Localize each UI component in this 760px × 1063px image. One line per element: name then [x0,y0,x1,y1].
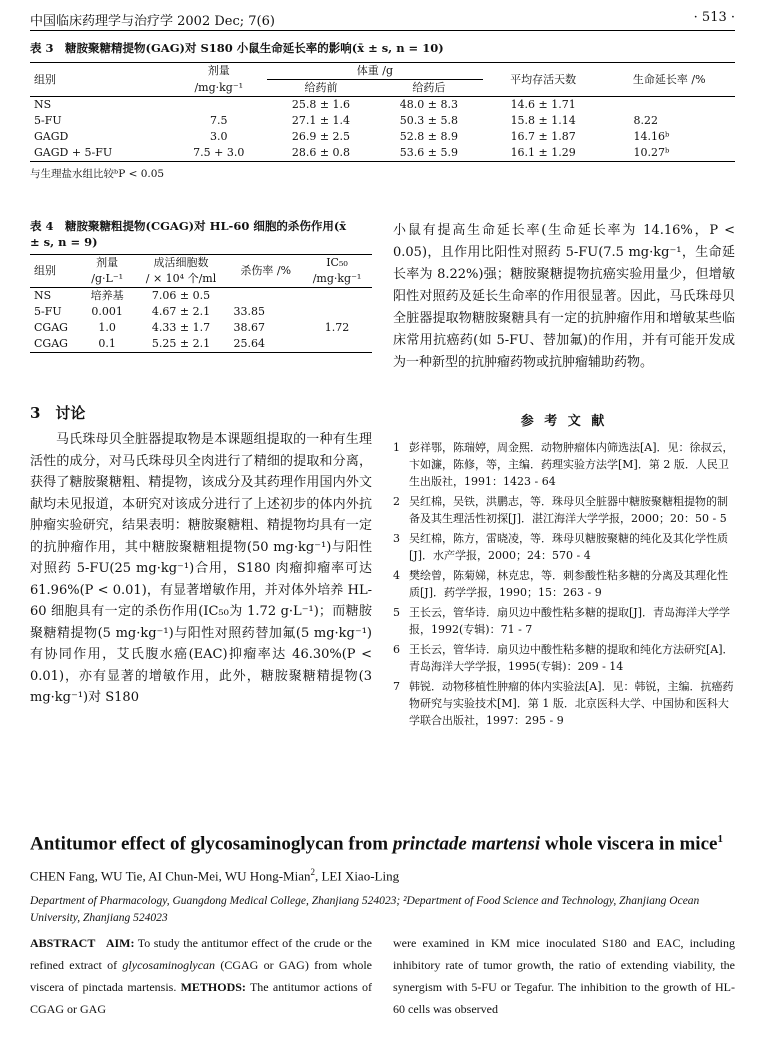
cell: CGAG [34,321,68,334]
cell: 4.67 ± 2.1 [151,305,211,318]
t4-h-cells: 成活细胞数 [153,256,209,269]
table-4 [30,218,372,353]
author-footnote: 2 [310,867,315,878]
t3-h-weight: 体重 /g [267,63,483,80]
reference-number: 3 [393,532,400,545]
reference-text: 韩锐．动物移植性肿瘤的体内实验法[A]．见：韩锐，主编．抗癌药物研究与实验技术[M]．第 1 版．北京医科大学、中国协和医科大学联合出版社，1997：295 - 9 [409,680,734,727]
t3-h-survival: 平均存活天数 [510,72,577,86]
cell [302,304,372,320]
authors-part: CHEN Fang, WU Tie, AI Chun-Mei, WU Hong-Mian [30,868,311,884]
t3-h-dose-unit: /mg·kg⁻¹ [194,80,244,94]
right-paragraph: 小鼠有提高生命延长率(生命延长率为 14.16%，P < 0.05)，且作用比阳性对照药 5-FU(7.5 mg·kg⁻¹，生命延长率为 8.22%)强；糖胺聚糖提物抗癌实验用量少，但增敏阳性对照药及延长生命率的作用很显著。因此，马氏珠母贝全脏器提取物糖胺聚糖具有一定的抗肿瘤作用和增敏某些临床常用抗癌药(如 5-FU、替加氟)的作用，并有可能开发成为一种新型的抗肿瘤药物或抗肿瘤辅助药物。 [393,223,735,370]
reference-number: 1 [393,441,400,454]
cell: 14.16ᵇ [633,130,670,143]
cell: 10.27ᵇ [633,146,670,159]
reference-text: 樊绘曾，陈菊娣，林克忠，等．刺参酸性粘多糖的分离及其理化性质[J]．药学学报，1990；15：263 - 9 [409,569,728,599]
cell: 1.0 [98,321,116,334]
cell: 1.72 [324,321,350,334]
discussion-text: 马氏珠母贝全脏器提取物是本课题组提取的一种有生理活性的成分，对马氏珠母贝全肉进行了精细的提取和分离，获得了糖胺聚糖粗、精提物，该成分及其药理作用国内外文献均未见报道，本研究对该成分进行了上述初步的体内外抗肿瘤实验研究，结果表明：糖胺聚糖粗、精提物均具有一定的抗肿瘤作用，其中糖胺聚糖粗提物(50 mg·kg⁻¹)与阳性对照药 5-FU(25 mg·kg⁻¹)合用，S180 肉瘤抑瘤率可达 61.96%(P < 0.01)，有显著增敏作用，并对体外培养 HL-60 细胞具有一定的杀伤作用(IC₅₀为 1.72 g·L⁻¹)；而糖胺聚糖精提物(5 mg·kg⁻¹)与阳性对照药替加氟(5 mg·kg⁻¹)有协同作用，艾氏腹水癌(EAC)抑瘤率达 46.30%(P < 0.01)，亦有显著的增敏作用，此外，糖胺聚糖精提物(3 mg·kg⁻¹)对 S180 [30,432,372,705]
cell: NS [34,98,52,111]
english-header [30,826,735,927]
reference-number: 6 [393,643,400,656]
cell: 50.3 ± 5.8 [399,114,458,127]
cell: NS [34,289,52,302]
table-3-note: 与生理盐水组比较ᵇP < 0.05 [30,168,165,180]
cell: 25.64 [233,337,265,350]
t4-h-ic50: IC₅₀ [326,256,348,269]
authors-part: , LEI Xiao-Ling [314,868,400,884]
table-4-grid [30,254,372,353]
t3-h-life: 生命延长率 /% [632,72,706,86]
table-4-caption-line1: 表 4 糖胺聚糖粗提物(CGAG)对 HL-60 细胞的杀伤作用(x̄ [30,219,347,233]
cell: GAGD + 5-FU [34,146,113,159]
t4-h-dose: 剂量 [96,256,119,269]
aim-label: AIM: [105,936,135,950]
reference-item [393,678,735,729]
cell: CGAG [34,337,68,350]
table-row [30,304,372,320]
running-header [30,10,735,29]
english-affiliations: Department of Pharmacology, Guangdong Medical College, Zhanjiang 524023; ²Department of Food Science and Technology, Zhanjiang Ocean University, Zhanjiang 524023 [30,894,700,924]
cell: 15.8 ± 1.14 [510,114,576,127]
table-row [30,113,735,129]
t3-h-before: 给药前 [304,81,338,94]
cell: 0.1 [98,337,116,350]
reference-number: 5 [393,606,400,619]
cell: 4.33 ± 1.7 [151,321,211,334]
cell [603,97,735,114]
table-row [30,288,372,305]
cell: 48.0 ± 8.3 [399,98,458,111]
methods-label: METHODS: [180,980,246,994]
title-footnote: 1 [717,833,723,845]
cell [302,336,372,353]
t4-h-kill: 杀伤率 /% [240,264,292,277]
t3-h-group: 组别 [34,72,56,86]
cell: 14.6 ± 1.71 [510,98,576,111]
reference-text: 彭祥鄂，陈瑞婷，周金煕．动物肿瘤体内筛选法[A]．见：徐叔云，卞如濂，陈修，等，主编．药理实验方法学[M]．第 2 版．人民卫生出版社，1991：1423 - 64 [409,441,734,488]
t3-h-after: 给药后 [412,81,446,94]
abstract-text: To study the antitumor effect of the crude or the refined extract of [30,936,373,972]
discussion-section [30,402,372,709]
cell: 16.1 ± 1.29 [510,146,576,159]
cell: 52.8 ± 8.9 [399,130,458,143]
header-rule [30,30,735,31]
abstract-text: (CGAG or GAG) from whole viscera of pinctada martensis. [30,958,373,994]
reference-text: 王长云，管华诗．扇贝边中酸性粘多糖的提取和纯化方法研究[A]．青岛海洋大学学报，1995(专辑)：209 - 14 [409,643,734,673]
t4-h-dose-unit: /g·L⁻¹ [91,272,124,285]
cell: GAGD [34,130,69,143]
english-abstract-left [30,932,372,1020]
table-3-caption: 表 3 糖胺聚糖精提物(GAG)对 S180 小鼠生命延长率的影响(x̄ ± s, n = 10) [30,41,444,55]
cell [230,288,303,305]
cell: 5-FU [34,114,62,127]
table-row [30,129,735,145]
cell: 5.25 ± 2.1 [151,337,211,350]
reference-number: 7 [393,680,400,693]
reference-item [393,530,735,564]
cell [302,288,372,305]
reference-text: 吴红棉，吴铁，洪鹏志，等．珠母贝全脏器中糖胺聚糖粗提物的制备及其生理活性初探[J]．湛江海洋大学学报，2000；20：50 - 5 [409,495,728,525]
abstract-label: ABSTRACT [30,936,96,950]
t3-h-dose: 剂量 [207,64,230,78]
cell: 5-FU [34,305,62,318]
reference-text: 王长云，管华诗．扇贝边中酸性粘多糖的提取[J]．青岛海洋大学学报，1992(专辑)：71 - 7 [409,606,730,636]
cell: 27.1 ± 1.4 [291,114,351,127]
reference-item [393,439,735,490]
t4-h-ic50-unit: /mg·kg⁻¹ [312,272,362,285]
reference-text: 吴红棉，陈方，雷晓凌，等．珠母贝糖胺聚糖的纯化及其化学性质[J]．水产学报，2000；24：570 - 4 [409,532,728,562]
cell: 16.7 ± 1.87 [510,130,576,143]
t4-h-cells-unit: / × 10⁴ 个/ml [145,272,217,285]
reference-item [393,604,735,638]
table-row [30,145,735,162]
title-species: princtade martensi [392,833,541,855]
table-row [30,320,372,336]
abstract-text: The antitumor actions of CGAG or GAG [30,980,372,1016]
cell: 25.8 ± 1.6 [291,98,351,111]
table-row [30,97,735,114]
cell: 3.0 [209,130,228,143]
cell: 0.001 [91,305,123,318]
cell: 28.6 ± 0.8 [291,146,351,159]
journal-name: 中国临床药理学与治疗学 2002 Dec; 7(6) [30,14,275,29]
reference-number: 2 [393,495,400,508]
cell: 7.5 [209,114,228,127]
cell: 26.9 ± 2.5 [291,130,351,143]
t4-h-group: 组别 [34,264,56,277]
discussion-heading: 3 讨论 [30,404,86,422]
references-list [393,439,735,729]
reference-item [393,641,735,675]
cell: 7.5 + 3.0 [193,146,245,159]
reference-item [393,493,735,527]
title-part: Antitumor effect of glycosaminoglycan from [30,833,393,855]
reference-item [393,567,735,601]
title-part: whole viscera in mice [540,833,718,855]
references-section [393,410,735,732]
table-3 [30,40,735,181]
english-title [30,826,735,857]
references-heading: 参 考 文 献 [520,414,608,429]
cell: 53.6 ± 5.9 [399,146,458,159]
page-number: · 513 · [693,10,735,25]
abstract-italic: glycosaminoglycan [122,958,216,972]
reference-number: 4 [393,569,400,582]
cell [170,97,267,114]
cell: 培养基 [90,289,124,302]
table-4-caption-line2: ± s, n = 9) [30,235,98,249]
english-authors [30,867,735,884]
table-row [30,336,372,353]
cell: 7.06 ± 0.5 [151,289,211,302]
cell: 8.22 [633,114,658,127]
cell: 38.67 [233,321,265,334]
english-abstract-right: were examined in KM mice inoculated S180 and EAC, including inhibitory rate of tumor growth, the ratio of extending viability, the synergism with 5-FU or Tegafur. The inhibition to the growth of HL-60 cells was observed [393,936,735,1016]
table-3-grid [30,62,735,162]
cell: 33.85 [233,305,265,318]
